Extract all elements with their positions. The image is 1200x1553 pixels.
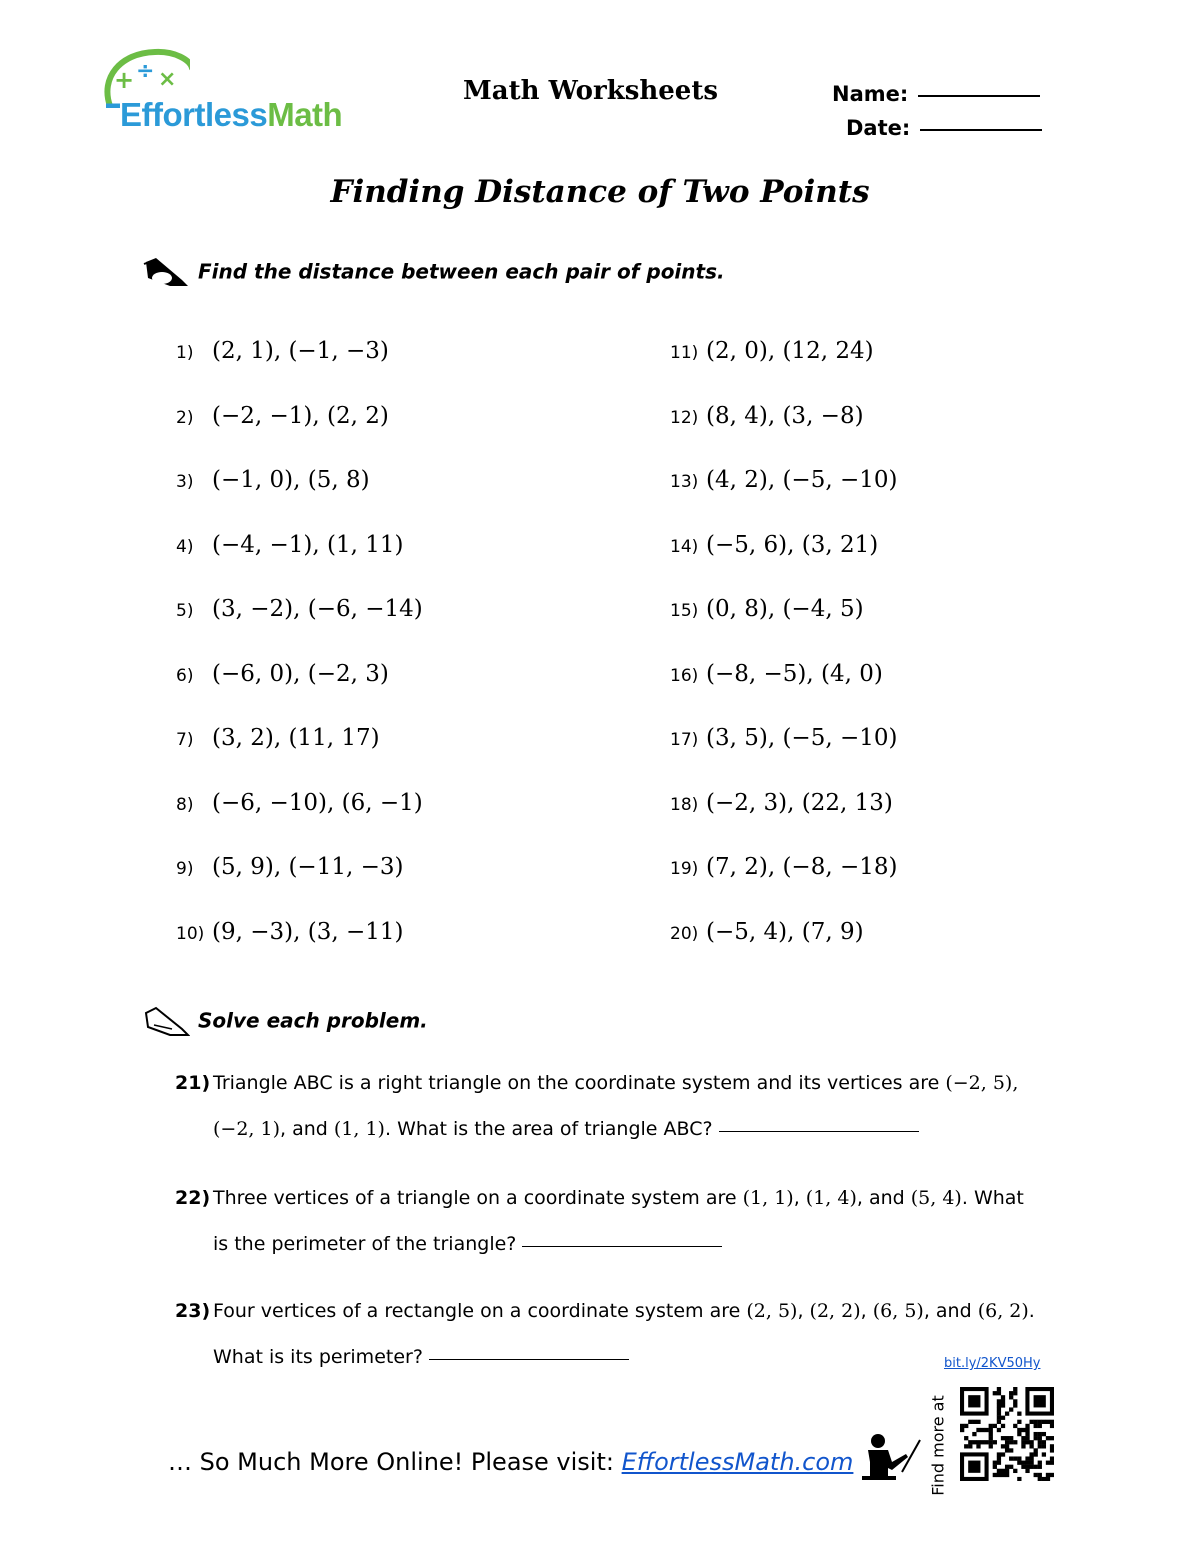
point-pair: (7, 2), (−8, −18) <box>706 854 898 880</box>
problem-item <box>176 725 380 751</box>
point-pair: (−4, −1), (1, 11) <box>212 531 404 558</box>
section-instruction-1 <box>142 256 725 290</box>
problem-number: 19) <box>670 859 699 879</box>
name-label: Name: <box>832 82 909 106</box>
problem-text: . What is the area of triangle ABC? <box>384 1118 713 1140</box>
section-instruction-2 <box>142 1005 428 1039</box>
problem-number: 1) <box>176 343 194 363</box>
problem-text: is the perimeter of the triangle? <box>213 1233 517 1255</box>
problem-text: , and <box>923 1300 978 1322</box>
problem-text: , <box>860 1300 873 1322</box>
problem-item <box>670 596 864 622</box>
instruction-text: Solve each problem. <box>198 1008 428 1033</box>
problem-text: . <box>1028 1300 1035 1322</box>
point-pair: (−2, 3), (22, 13) <box>706 789 893 816</box>
problem-text: , and <box>280 1118 334 1140</box>
footer-text: … So Much More Online! Please visit: <box>168 1448 622 1476</box>
problem-number: 9) <box>176 859 194 879</box>
problem-number: 20) <box>670 923 699 944</box>
answer-blank[interactable] <box>429 1359 629 1360</box>
math-expression: (−2, 1) <box>213 1118 281 1140</box>
problem-number: 8) <box>176 794 194 815</box>
problem-item <box>176 919 403 945</box>
problem-item <box>670 338 874 364</box>
problem-number: 14) <box>670 536 699 557</box>
math-expression: (5, 4) <box>910 1187 962 1209</box>
problem-item <box>670 790 893 816</box>
point-pair: (2, 1), (−1, −3) <box>212 338 389 364</box>
date-field[interactable] <box>846 116 1042 140</box>
problem-item <box>670 661 883 687</box>
problem-item <box>176 661 389 687</box>
problem-item <box>670 919 864 945</box>
problem-text: , and <box>856 1187 911 1209</box>
problem-number: 12) <box>670 407 699 428</box>
point-pair: (−2, −1), (2, 2) <box>212 402 389 429</box>
problem-number: 23) <box>175 1300 211 1322</box>
svg-text:×: × <box>158 67 177 92</box>
problem-number: 13) <box>670 472 699 492</box>
problem-number: 16) <box>670 665 699 686</box>
problem-text: Triangle ABC is a right triangle on the coordinate system and its vertices are <box>213 1072 946 1094</box>
problem-number: 6) <box>176 665 194 686</box>
problem-item <box>176 403 389 429</box>
writing-hand-outline-icon <box>142 1005 190 1039</box>
problem-item <box>176 338 389 364</box>
effortlessmath-logo <box>100 48 385 138</box>
problem-number: 5) <box>176 601 194 621</box>
problem-text: Three vertices of a triangle on a coordinate system are <box>213 1187 743 1209</box>
math-expression: (6, 2) <box>977 1300 1029 1322</box>
page-title: Finding Distance of Two Points <box>330 174 870 210</box>
math-expression: (6, 5) <box>872 1300 924 1322</box>
date-label: Date: <box>846 116 911 140</box>
problem-number: 22) <box>175 1187 211 1209</box>
word-problem-22 <box>175 1175 1075 1267</box>
answer-blank[interactable] <box>522 1246 722 1247</box>
problem-number: 21) <box>175 1072 211 1094</box>
problem-number: 18) <box>670 794 699 815</box>
math-expression: (2, 5) <box>746 1300 798 1322</box>
problem-item <box>176 790 423 816</box>
problem-item <box>670 854 897 880</box>
find-more-label: Find more at <box>928 1395 948 1496</box>
point-pair: (−8, −5), (4, 0) <box>706 660 883 687</box>
point-pair: (−6, 0), (−2, 3) <box>212 660 389 687</box>
point-pair: (0, 8), (−4, 5) <box>706 596 864 622</box>
qr-code-icon[interactable] <box>960 1387 1054 1481</box>
problem-number: 3) <box>176 472 194 492</box>
date-blank[interactable] <box>920 129 1042 131</box>
problem-text: What is its perimeter? <box>213 1346 423 1368</box>
problem-number: 15) <box>670 601 699 621</box>
problem-text: , <box>793 1187 806 1209</box>
point-pair: (5, 9), (−11, −3) <box>212 854 404 880</box>
problem-item <box>176 467 370 493</box>
svg-text:+: + <box>114 66 135 94</box>
worksheet-title: Math Worksheets <box>463 76 718 106</box>
point-pair: (2, 0), (12, 24) <box>706 338 874 364</box>
problem-item <box>670 403 864 429</box>
short-link[interactable]: bit.ly/2KV50Hy <box>944 1356 1041 1371</box>
instruction-text: Find the distance between each pair of points. <box>198 259 725 284</box>
writing-hand-icon <box>142 256 190 290</box>
point-pair: (4, 2), (−5, −10) <box>706 467 898 493</box>
problem-number: 4) <box>176 536 194 557</box>
point-pair: (−1, 0), (5, 8) <box>212 467 370 493</box>
problem-item <box>176 532 403 558</box>
point-pair: (−6, −10), (6, −1) <box>212 789 423 816</box>
point-pair: (3, 2), (11, 17) <box>212 725 380 751</box>
word-problem-21 <box>175 1060 1075 1152</box>
problem-text: , <box>797 1300 810 1322</box>
problem-item <box>176 854 403 880</box>
logo-wordmark: EffortlessMath <box>120 96 343 133</box>
problem-item <box>670 467 897 493</box>
point-pair: (−5, 4), (7, 9) <box>706 918 864 945</box>
teacher-pointing-icon <box>862 1432 922 1484</box>
problem-item <box>670 725 897 751</box>
name-field[interactable] <box>832 82 1040 106</box>
math-expression: (2, 2) <box>809 1300 861 1322</box>
point-pair: (−5, 6), (3, 21) <box>706 531 879 558</box>
word-problem-23 <box>175 1288 1075 1380</box>
footer-banner <box>168 1448 853 1476</box>
problem-item <box>176 596 423 622</box>
problem-number: 10) <box>176 923 205 944</box>
problem-item <box>670 532 878 558</box>
math-expression: (1, 4) <box>805 1187 857 1209</box>
point-pair: (3, 5), (−5, −10) <box>706 725 898 751</box>
math-expression: (1, 1) <box>333 1118 385 1140</box>
website-link[interactable]: EffortlessMath.com <box>621 1448 854 1476</box>
point-pair: (8, 4), (3, −8) <box>706 402 864 429</box>
problem-number: 11) <box>670 343 699 363</box>
problem-number: 17) <box>670 730 699 750</box>
problem-number: 2) <box>176 407 194 428</box>
name-blank[interactable] <box>918 95 1040 97</box>
problem-number: 7) <box>176 730 194 750</box>
math-expression: (−2, 5), <box>945 1072 1019 1094</box>
problem-text: . What <box>961 1187 1024 1209</box>
point-pair: (9, −3), (3, −11) <box>212 918 404 945</box>
problem-text: Four vertices of a rectangle on a coordinate system are <box>213 1300 747 1322</box>
svg-text:÷: ÷ <box>136 59 155 84</box>
answer-blank[interactable] <box>719 1131 919 1132</box>
math-expression: (1, 1) <box>742 1187 794 1209</box>
point-pair: (3, −2), (−6, −14) <box>212 596 423 622</box>
